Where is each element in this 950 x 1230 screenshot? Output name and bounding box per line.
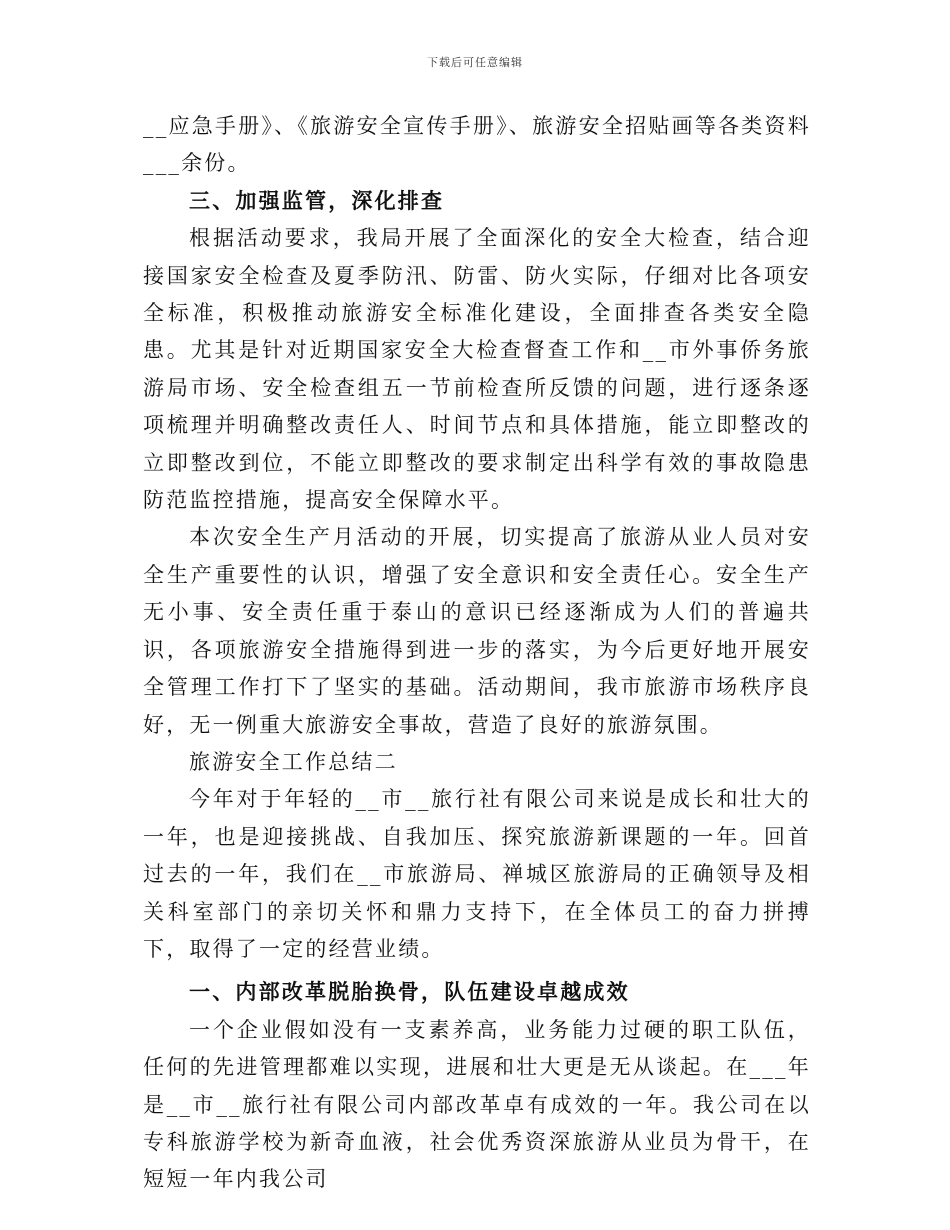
page-header: 下载后可任意编辑 bbox=[427, 56, 523, 69]
document-body bbox=[143, 108, 811, 1199]
paragraph-year-review: 今年对于年轻的__市__旅行社有限公司来说是成长和壮大的一年，也是迎接挑战、自我加压、探究旅游新课题的一年。回首过去的一年，我们在__市旅游局、禅城区旅游局的正确领导及相关科室部门的亲切关怀和鼎力支持下，在全体员工的奋力拼搏下，取得了一定的经营业绩。 bbox=[143, 787, 811, 961]
subtitle-summary-two: 旅游安全工作总结二 bbox=[189, 749, 398, 774]
paragraph-continued: __应急手册》、《旅游安全宣传手册》、旅游安全招贴画等各类资料___余份。 bbox=[143, 114, 811, 176]
paragraph-internal-reform: 一个企业假如没有一支素养高，业务能力过硬的职工队伍，任何的先进管理都难以实现，进展和壮大更是无从谈起。在___年是__市__旅行社有限公司内部改革卓有成效的一年。我公司在以专科旅游学校为新奇血液，社会优秀资深旅游从业员为骨干，在短短一年内我公司 bbox=[143, 1017, 811, 1192]
section-heading-1: 一、内部改革脱胎换骨，队伍建设卓越成效 bbox=[189, 980, 630, 1005]
paragraph-inspection: 根据活动要求，我局开展了全面深化的安全大检查，结合迎接国家安全检查及夏季防汛、防雷、防火实际，仔细对比各项安全标准，积极推动旅游安全标准化建设，全面排查各类安全隐患。尤其是针对近期国家安全大检查督查工作和__市外事侨务旅游局市场、安全检查组五一节前检查所反馈的问题，进行逐条逐项梳理并明确整改责任人、时间节点和具体措施，能立即整改的立即整改到位，不能立即整改的要求制定出科学有效的事故隐患防范监控措施，提高安全保障水平。 bbox=[143, 226, 811, 513]
section-heading-3: 三、加强监管，深化排查 bbox=[189, 188, 445, 213]
paragraph-activity-summary: 本次安全生产月活动的开展，切实提高了旅游从业人员对安全生产重要性的认识，增强了安全意识和安全责任心。安全生产无小事、安全责任重于泰山的意识已经逐渐成为人们的普遍共识，各项旅游安全措施得到进一步的落实，为今后更好地开展安全管理工作打下了坚实的基础。活动期间，我市旅游市场秩序良好，无一例重大旅游安全事故，营造了良好的旅游氛围。 bbox=[143, 525, 811, 737]
